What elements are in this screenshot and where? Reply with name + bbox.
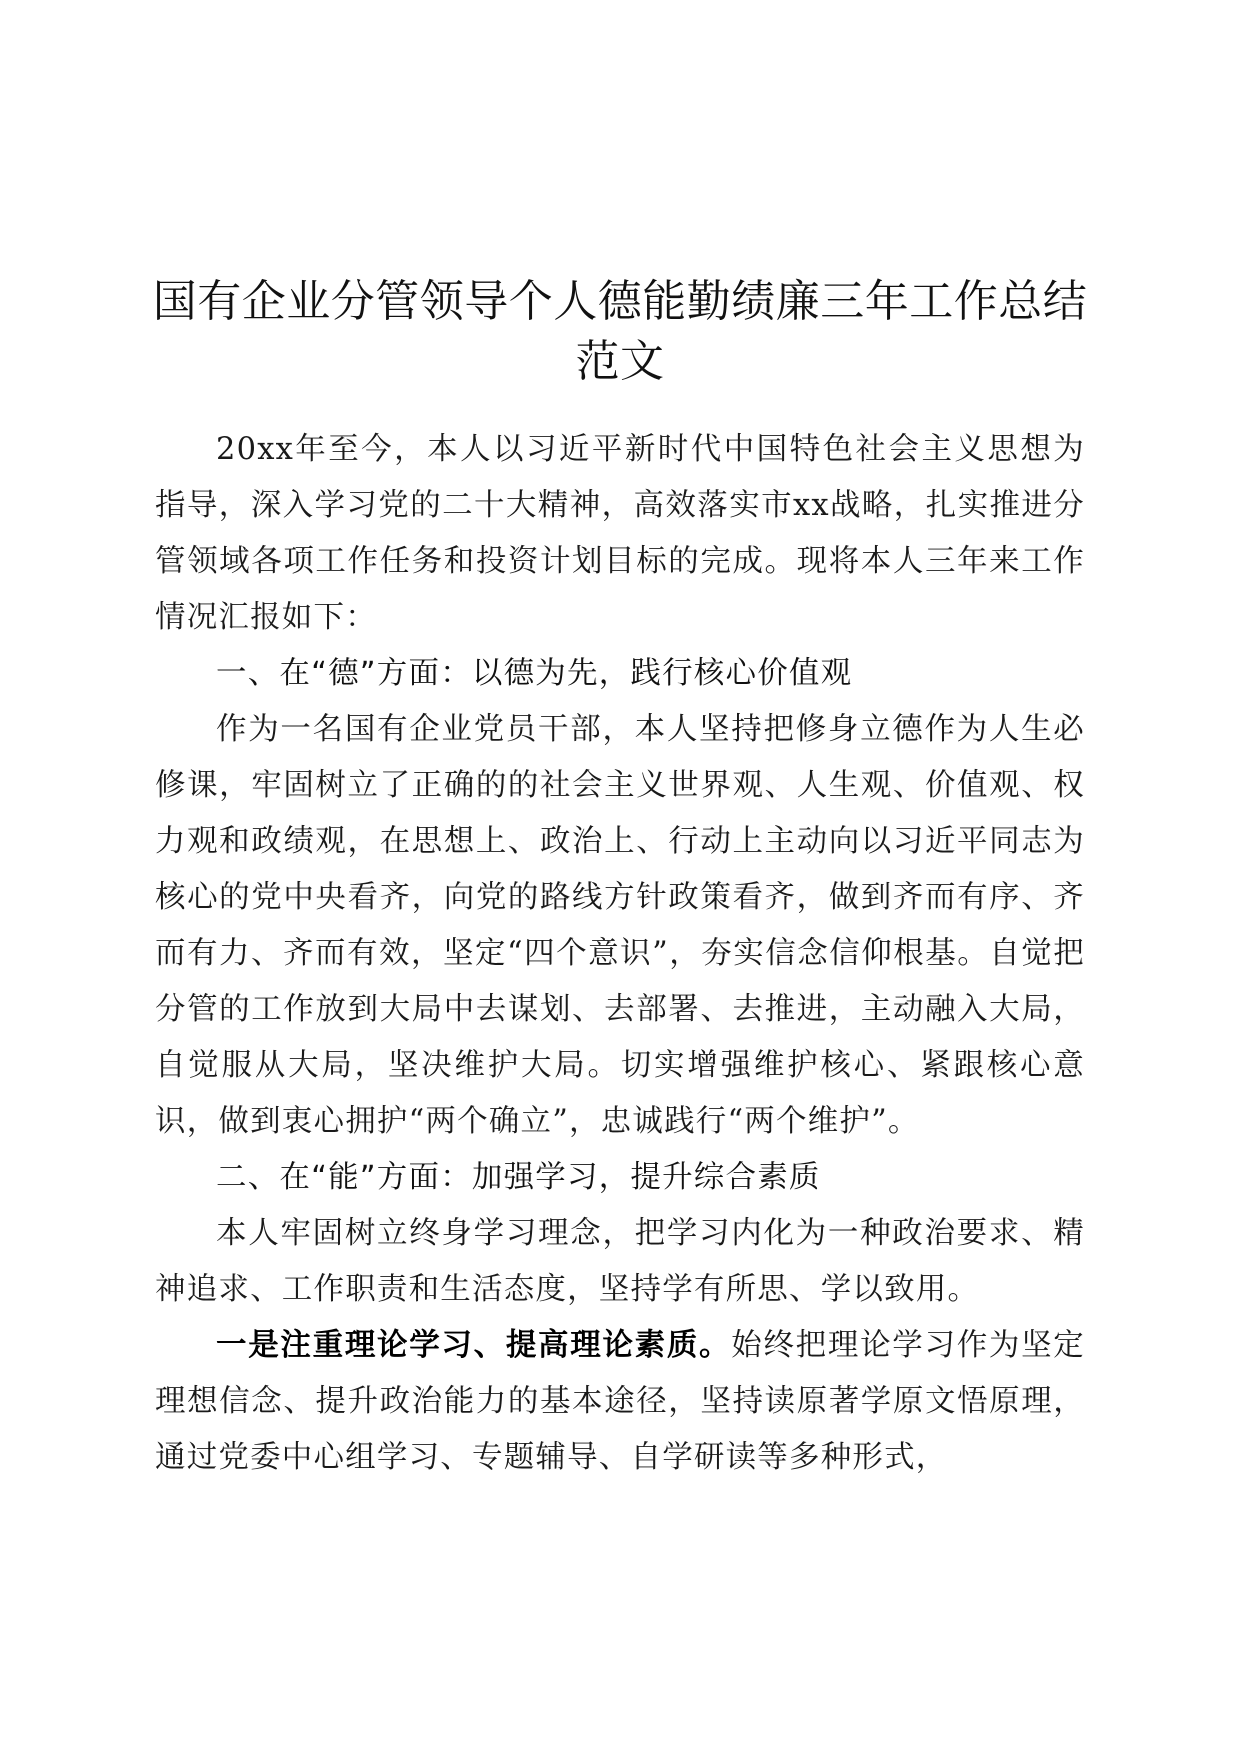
document-body: [155, 422, 1085, 1486]
intro-paragraph: 20xx年至今，本人以习近平新时代中国特色社会主义思想为指导，深入学习党的二十大精神，高效落实市xx战略，扎实推进分管领域各项工作任务和投资计划目标的完成。现将本人三年来工作情况汇报如下：: [155, 432, 1085, 635]
document-title: 国有企业分管领导个人德能勤绩廉三年工作总结范文: [152, 276, 1088, 387]
section-heading-neng: 二、在“能”方面：加强学习，提升综合素质: [216, 1160, 821, 1195]
point-paragraph: [155, 1318, 1085, 1486]
section-heading-de: 一、在“德”方面：以德为先，践行核心价值观: [216, 656, 853, 691]
section-paragraph-neng: 本人牢固树立终身学习理念，把学习内化为一种政治要求、精神追求、工作职责和生活态度，坚持学有所思、学以致用。: [155, 1216, 1085, 1307]
point-lead-text: 一是注重理论学习、提高理论素质。: [216, 1328, 732, 1363]
point-body-text: 始终把理论学习作为坚定理想信念、提升政治能力的基本途径，坚持读原著学原文悟原理，通过党委中心组学习、专题辅导、自学研读等多种形式，: [155, 1328, 1086, 1475]
section-paragraph-de: 作为一名国有企业党员干部，本人坚持把修身立德作为人生必修课，牢固树立了正确的的社会主义世界观、人生观、价值观、权力观和政绩观，在思想上、政治上、行动上主动向以习近平同志为核心的党中央看齐，向党的路线方针政策看齐，做到齐而有序、齐而有力、齐而有效，坚定“四个意识”，夯实信念信仰根基。自觉把分管的工作放到大局中去谋划、去部署、去推进，主动融入大局，自觉服从大局，坚决维护大局。切实增强维护核心、紧跟核心意识，做到衷心拥护“两个确立”，忠诚践行“两个维护”。: [155, 712, 1085, 1139]
